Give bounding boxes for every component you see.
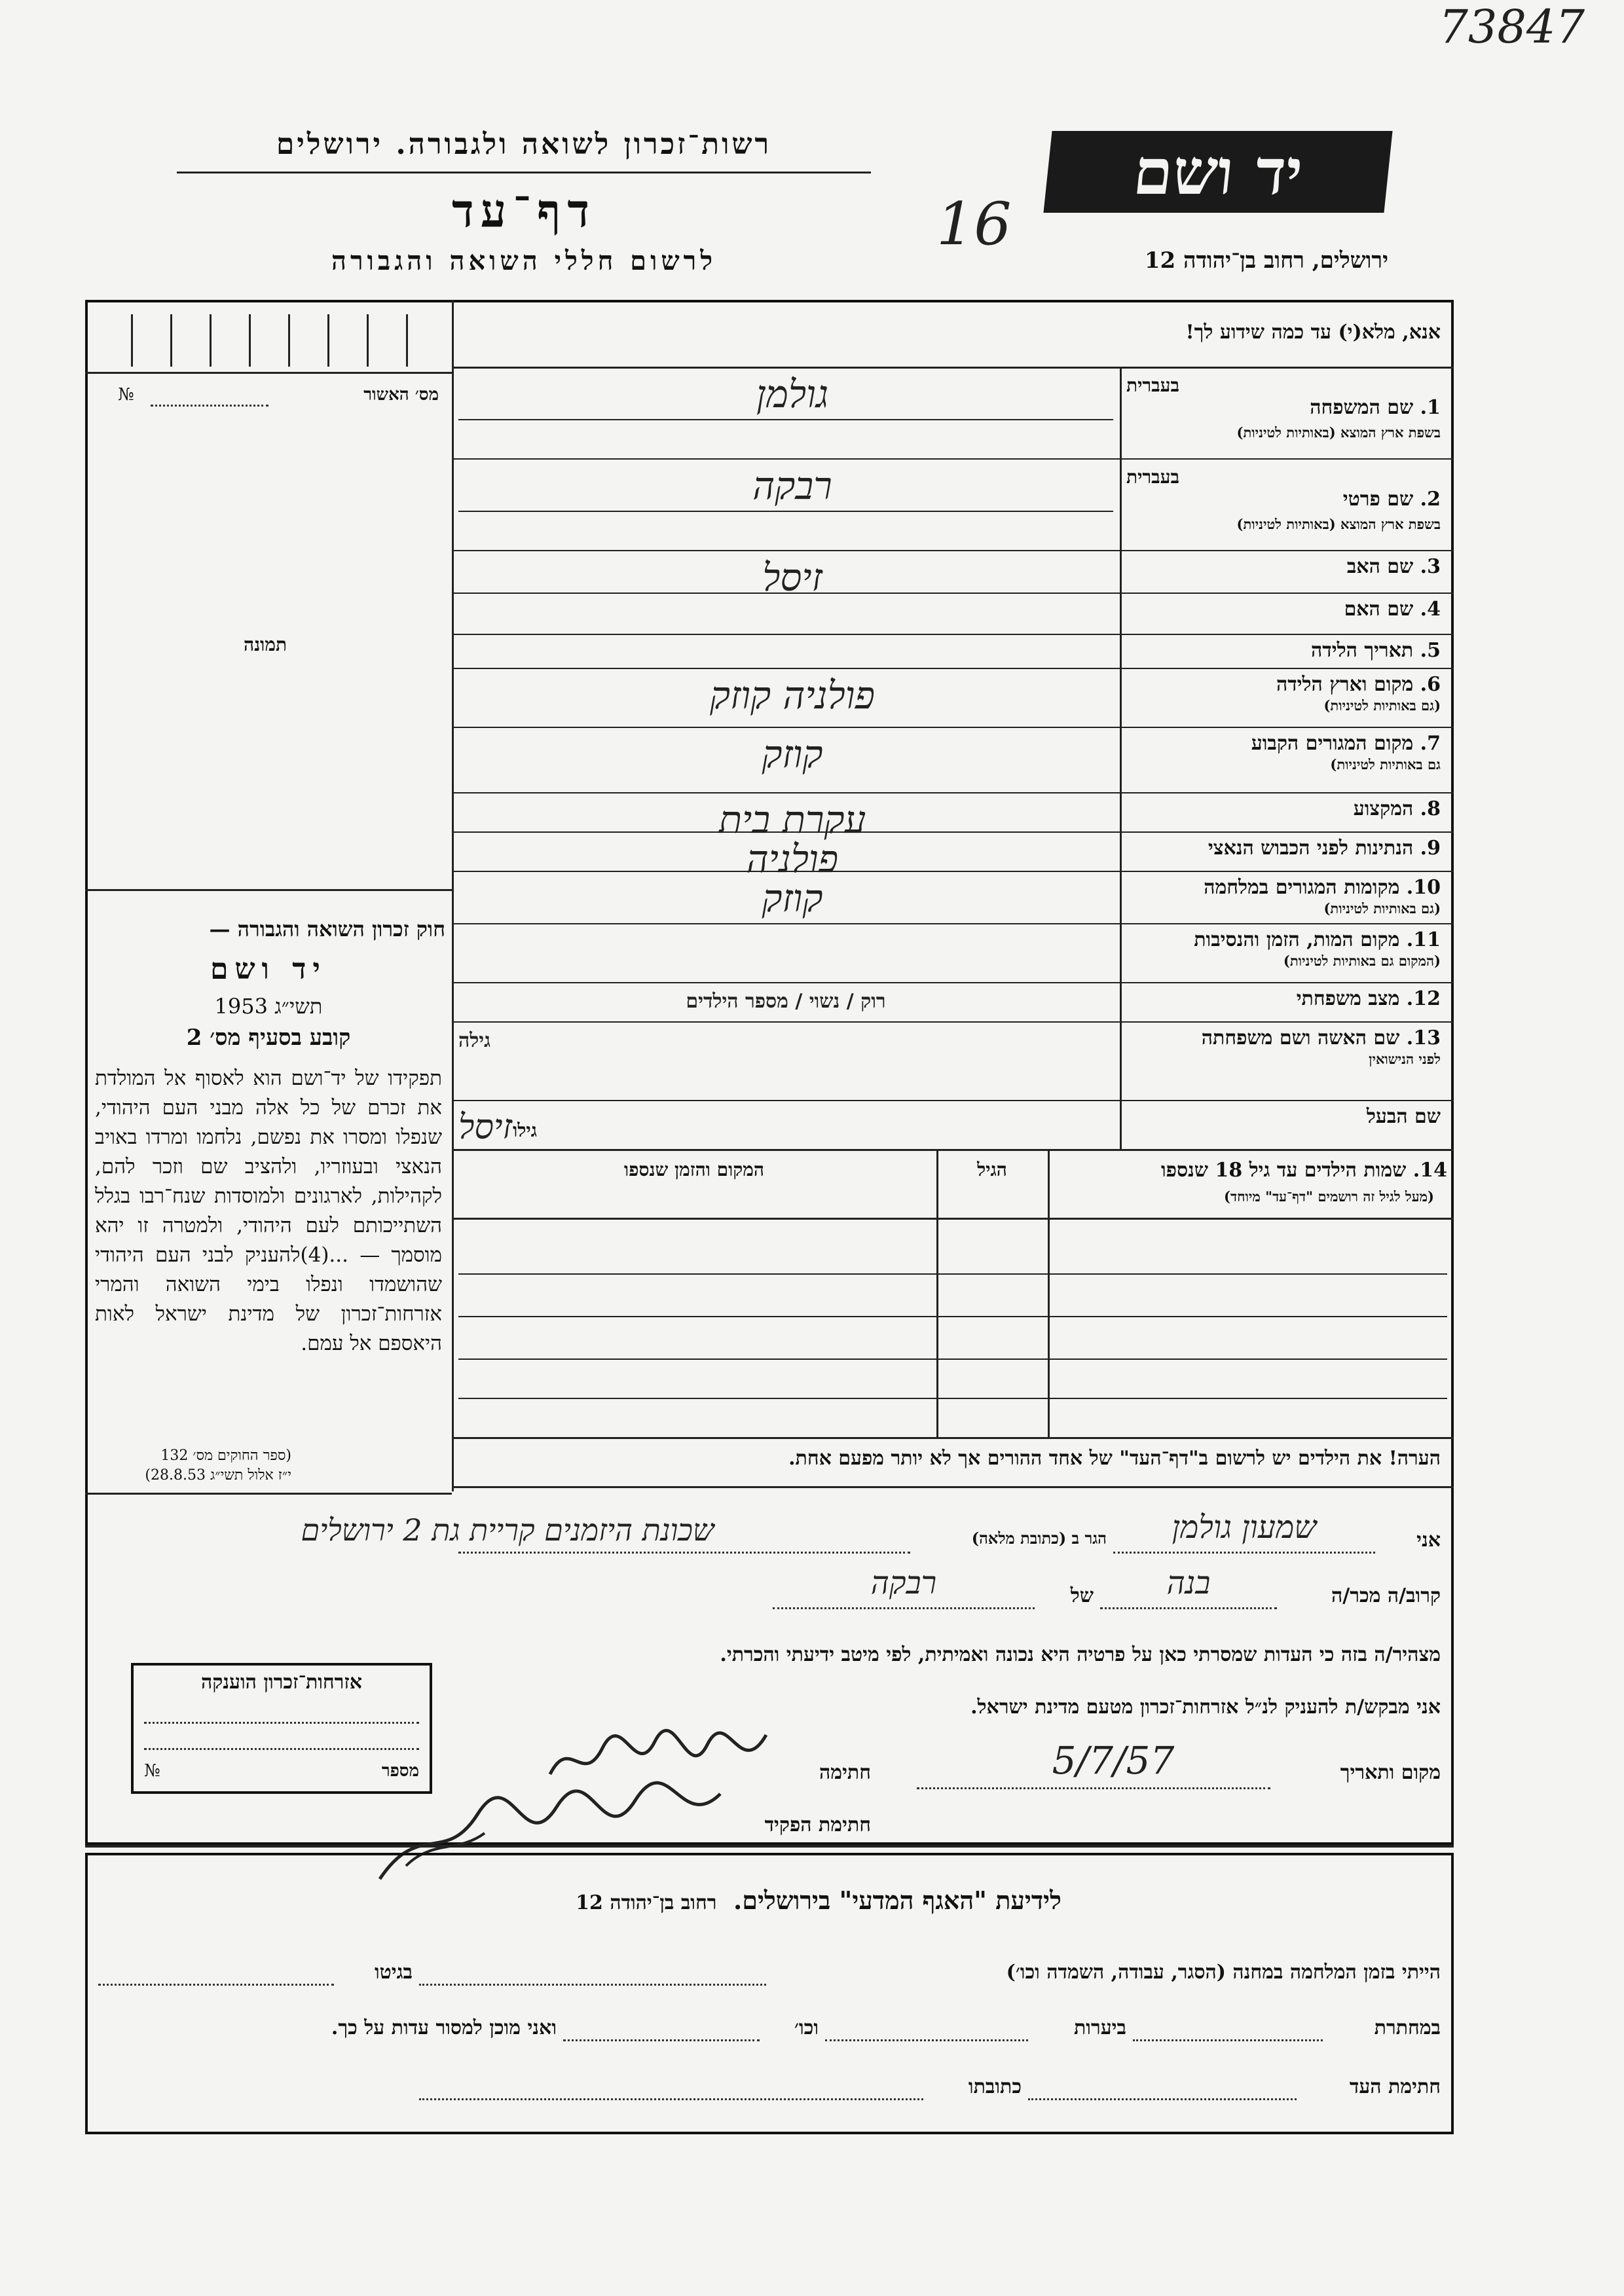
field-label: 3. שם האב: [1346, 555, 1441, 578]
field-rule: [452, 792, 1454, 793]
decl-statement: מצהיר/ה בזה כי העדות שמסרתי כאן על פרטיה היא נכונה ואמיתית, לפי מיטב ידיעתי והכרתי.: [720, 1643, 1441, 1666]
field-value[interactable]: גילה: [458, 1029, 491, 1052]
field-hint: בשפת ארץ המוצא (באותיות לטיניות): [1236, 516, 1441, 532]
citizenship-line-1[interactable]: [144, 1722, 419, 1724]
decl-date-value: 5/7/57: [1052, 1738, 1175, 1783]
field-label: 10. מקומות המגורים במלחמה: [1204, 876, 1441, 899]
children-col-age: הגיל: [977, 1159, 1007, 1180]
children-col2: [936, 1149, 938, 1437]
field-value[interactable]: זיסל: [762, 555, 822, 600]
children-col1: [1048, 1149, 1050, 1437]
intro-text: אנא, מלא(י) עד כמה שידוע לך!: [1185, 321, 1441, 344]
children-row-1: [458, 1273, 1447, 1275]
field-value[interactable]: פולניה קוזק: [710, 673, 875, 718]
field-label: 11. מקום המות, הזמן והנסיבות: [1194, 928, 1441, 951]
law-year: תשי״ג 1953: [214, 994, 323, 1019]
logo-text: יד ושם: [1130, 135, 1306, 209]
citizenship-title: אזרחות־זכרון הוענקה: [200, 1671, 363, 1694]
bottom-address: רחוב בן־יהודה 12: [576, 1891, 717, 1914]
decl-signature-label: חתימה: [819, 1761, 871, 1784]
field-label: 7. מקום המגורים הקבוע: [1251, 732, 1441, 755]
org-title: רשות־זכרון לשואה ולגבורה. ירושלים: [276, 128, 772, 161]
children-label: 14. שמות הילדים עד גיל 18 שנספו: [1160, 1159, 1447, 1182]
field-value[interactable]: פולניה: [746, 837, 839, 881]
field-hint: (המקום גם באותיות לטיניות): [1283, 953, 1441, 969]
field-label: 2. שם פרטי: [1342, 488, 1441, 511]
bottom-title: [458, 1886, 1179, 1916]
field-rule: [452, 634, 1454, 635]
field-label: 1. שם המשפחה: [1310, 396, 1441, 419]
field-value[interactable]: רבקה: [752, 464, 832, 508]
children-bottom-rule: [452, 1437, 1454, 1439]
children-row-2: [458, 1316, 1447, 1317]
field-value[interactable]: קוזק: [762, 876, 823, 920]
decl-of: של: [1070, 1584, 1094, 1607]
decl-place-date: מקום ותאריך: [1340, 1761, 1441, 1784]
field-latin-rule: [458, 419, 1113, 420]
decl-ani: אני: [1416, 1529, 1441, 1552]
field-rule: [452, 668, 1454, 669]
approval-no: №: [118, 385, 134, 405]
decl-declarant: שמעון גולמן: [1172, 1509, 1317, 1546]
page-marker: 16: [936, 190, 1012, 259]
bottom-underground-field[interactable]: [1133, 2039, 1323, 2041]
decl-relation: בנה: [1166, 1565, 1211, 1601]
law-bottom-rule: [85, 1493, 452, 1495]
yad-vashem-logo: [1043, 131, 1392, 213]
left-column-divider: [452, 300, 454, 1491]
address: ירושלים, רחוב בן־יהודה 12: [1144, 247, 1388, 274]
field-label: 12. מצב משפחתי: [1296, 987, 1441, 1010]
archive-number: 73847: [1439, 0, 1585, 54]
left-top-rule: [85, 372, 452, 374]
law-text: תפקידו של יד־ושם הוא לאסוף אל המולדת את זכרם של כל אלה מבני העם היהודי, שנפלו ומסרו את נפשם, נלחמו ומרדו באויב הנאצי ובעוזריו, ולהציב שם וזכר להם, לקהילות, לארגונים ולמוסדות שנח־רבו בגלל השתייכותם לעם היהודי, ולמטרה זו יהא מוסמך — ...(4)להעניק לבני העם היהודי שהושמדו ונפלו בימי השואה והמרי אזרחות־זכרון של מדינת ישראל לאות היאספם אל עמם.: [95, 1066, 442, 1355]
field-label: 13. שם האשה ושם משפחתה: [1201, 1027, 1441, 1049]
field-hint: בשפת ארץ המוצא (באותיות לטיניות): [1236, 424, 1441, 441]
field-label: שם הבעל: [1366, 1105, 1441, 1128]
bottom-line2-c: וכו׳: [794, 2016, 819, 2039]
decl-relation-line[interactable]: [1100, 1607, 1277, 1609]
field-label: 5. תאריך הלידה: [1311, 639, 1441, 662]
citizenship-line-2[interactable]: [144, 1748, 419, 1750]
field-hint: גם באותיות לטיניות): [1330, 756, 1441, 773]
field-value[interactable]: קוזק: [762, 732, 823, 776]
bottom-line1-a: הייתי בזמן המלחמה במחנה (הסגר, עבודה, השמדה וכו׳): [1006, 1961, 1441, 1984]
bottom-line2-a: במחתרת: [1374, 2016, 1441, 2039]
field-hint: (גם באותיות לטיניות): [1323, 697, 1441, 714]
law-ref-2: י״ז אלול תשי״ג 28.8.53): [145, 1467, 291, 1484]
bottom-line2-b: ביערות: [1073, 2016, 1126, 2039]
children-row-4: [458, 1398, 1447, 1399]
decl-official-label: חתימת הפקיד: [764, 1813, 871, 1836]
note-rule: [452, 1486, 1454, 1488]
form-name: דף־עד: [451, 183, 596, 238]
note-text: הערה! את הילדים יש לרשום ב"דף־העד" של אחד ההורים אך לא יותר מפעם אחת.: [788, 1447, 1441, 1470]
field-hint: (גם באותיות לטיניות): [1323, 900, 1441, 917]
decl-resides: הגר ב (כתובת מלאה): [971, 1529, 1107, 1548]
field-tag: בעברית: [1126, 374, 1180, 396]
field-label: 8. המקצוע: [1353, 797, 1441, 820]
approval-label: מס׳ האשור: [363, 385, 439, 405]
field-rule: [452, 982, 1454, 983]
bottom-camp-field[interactable]: [419, 1984, 766, 1986]
photo-label: תמונה: [243, 634, 287, 655]
citizenship-no: №: [144, 1761, 160, 1781]
decl-request: אני מבקש/ת להעניק לנ״ל אזרחות־זכרון מטעם מדינת ישראל.: [970, 1696, 1441, 1719]
bottom-ghetto-field[interactable]: [98, 1984, 334, 1986]
law-title: חוק זכרון השואה והגבורה —: [209, 917, 445, 941]
field-label: 4. שם האם: [1344, 598, 1441, 621]
bottom-line1-b: בגיטו: [374, 1961, 413, 1984]
field-value[interactable]: רוק / נשוי / מספר הילדים: [686, 990, 886, 1013]
decl-relative: קרוב/ה מכר/ה: [1331, 1584, 1441, 1607]
field-rule: [452, 550, 1454, 551]
field-rule: [452, 1021, 1454, 1023]
law-ref-1: (ספר החוקים מס׳ 132: [160, 1448, 291, 1464]
field-label: 6. מקום וארץ הלידה: [1276, 673, 1441, 696]
field-latin-rule: [458, 511, 1113, 512]
children-top-rule: [452, 1149, 1454, 1151]
field-value[interactable]: זיסל: [458, 1108, 513, 1147]
bottom-forest-field[interactable]: [825, 2039, 1028, 2041]
field-hint: לפני הנישואין: [1369, 1051, 1441, 1067]
bottom-line3-a: חתימת העד: [1349, 2075, 1441, 2098]
decl-of-name-line[interactable]: [773, 1607, 1035, 1609]
field-rule: [452, 727, 1454, 728]
children-col-place: המקום והזמן שנספו: [624, 1159, 764, 1180]
intro-rule: [452, 367, 1454, 369]
bottom-etc-field[interactable]: [563, 2039, 760, 2041]
field-rule: [452, 923, 1454, 924]
label-column-divider: [1120, 367, 1122, 1149]
bottom-sep: [85, 1845, 1454, 1848]
children-row-3: [458, 1358, 1447, 1360]
children-hint: (מעל לגיל זה רושמים "דף־עד" מיוחד): [1224, 1188, 1434, 1205]
approval-number-field[interactable]: [151, 405, 268, 407]
decl-address: שכונת היזמנים קריית גת 2 ירושלים: [301, 1512, 714, 1548]
bottom-title-text: לידיעת "האגף המדעי" בירושלים.: [733, 1886, 1061, 1915]
decl-address-line[interactable]: [458, 1552, 910, 1554]
bottom-line2-d: ואני מוכן למסור עדות על כך.: [331, 2016, 557, 2039]
field-rule: [452, 458, 1454, 460]
children-header-rule: [452, 1218, 1454, 1220]
law-name: יד ושם: [210, 953, 327, 986]
field-label: 9. הנתינות לפני הכבוש הנאצי: [1208, 837, 1441, 860]
bottom-line3-b: כתובתו: [968, 2075, 1022, 2098]
field-tag: בעברית: [1126, 466, 1180, 488]
law-clause: קובע בסעיף מס׳ 2: [186, 1025, 351, 1051]
approval-boxes: [131, 314, 445, 367]
bottom-witness-address-field[interactable]: [419, 2098, 923, 2100]
field-age-label: גילו: [513, 1120, 537, 1141]
field-rule: [452, 1100, 1454, 1101]
org-title-underline: [177, 172, 871, 173]
decl-date-line[interactable]: [917, 1787, 1270, 1789]
decl-declarant-line[interactable]: [1113, 1552, 1375, 1554]
field-value[interactable]: גולמן: [756, 372, 829, 416]
photo-bottom-rule: [85, 889, 452, 891]
bottom-witness-sign-field[interactable]: [1028, 2098, 1297, 2100]
form-subtitle: לרשום חללי השואה והגבורה: [331, 246, 717, 276]
citizenship-number: מספר: [381, 1761, 419, 1781]
field-value[interactable]: עקרת בית: [718, 797, 866, 842]
decl-of-name: רבקה: [870, 1565, 937, 1601]
